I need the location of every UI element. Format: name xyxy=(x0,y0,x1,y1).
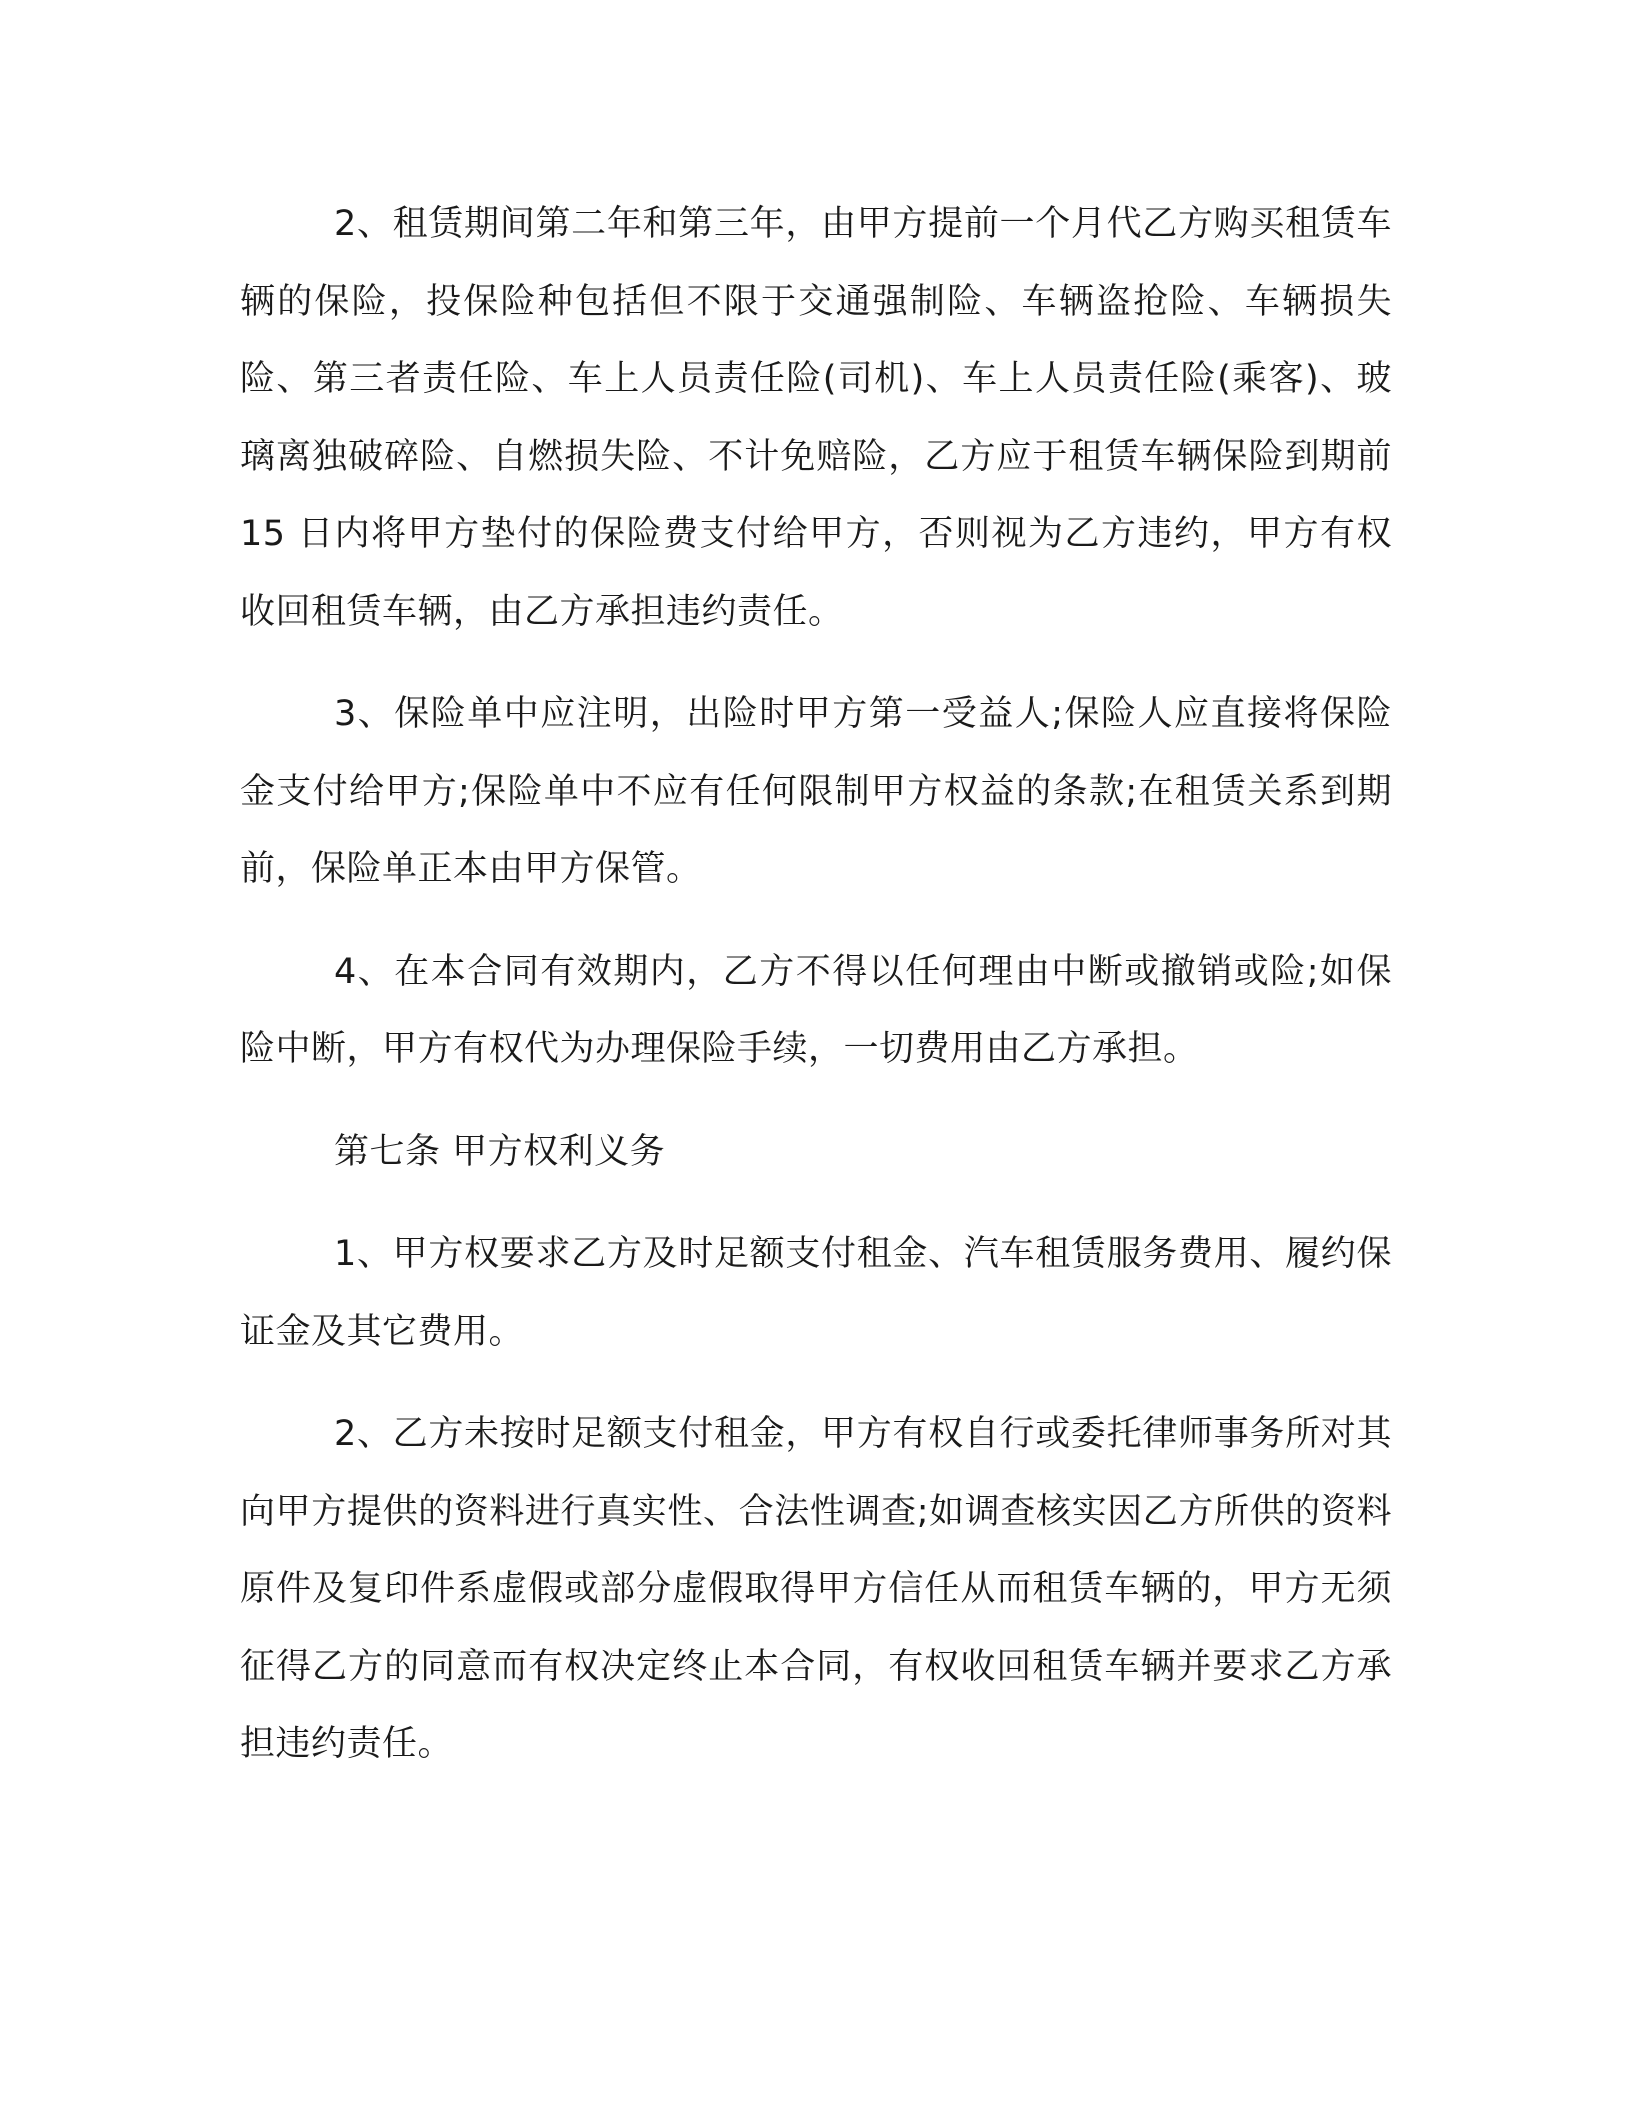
document-body xyxy=(240,186,1392,1809)
paragraph-insurance-continuity: 4、在本合同有效期内，乙方不得以任何理由中断或撤销或险;如保险中断，甲方有权代为办理保险手续，一切费用由乙方承担。 xyxy=(240,951,1392,1069)
paragraph-insurance-years: 2、租赁期间第二年和第三年，由甲方提前一个月代乙方购买租赁车辆的保险，投保险种包括但不限于交通强制险、车辆盗抢险、车辆损失险、第三者责任险、车上人员责任险(司机)、车上人员责任险(乘客)、玻璃离独破碎险、自燃损失险、不计免赔险，乙方应于租赁车辆保险到期前 15 日内将甲方垫付的保险费支付给甲方，否则视为乙方违约，甲方有权收回租赁车辆，由乙方承担违约责任。 xyxy=(240,204,1392,632)
section-heading-article-7: 第七条 甲方权利义务 xyxy=(334,1131,666,1172)
paragraph-party-a-rights-1: 1、甲方权要求乙方及时足额支付租金、汽车租赁服务费用、履约保证金及其它费用。 xyxy=(240,1234,1392,1352)
paragraph-insurance-policy: 3、保险单中应注明，出险时甲方第一受益人;保险人应直接将保险金支付给甲方;保险单中不应有任何限制甲方权益的条款;在租赁关系到期前，保险单正本由甲方保管。 xyxy=(240,694,1392,889)
paragraph-party-a-rights-2: 2、乙方未按时足额支付租金，甲方有权自行或委托律师事务所对其向甲方提供的资料进行真实性、合法性调查;如调查核实因乙方所供的资料原件及复印件系虚假或部分虚假取得甲方信任从而租赁车辆的，甲方无须征得乙方的同意而有权决定终止本合同，有权收回租赁车辆并要求乙方承担违约责任。 xyxy=(240,1414,1392,1764)
